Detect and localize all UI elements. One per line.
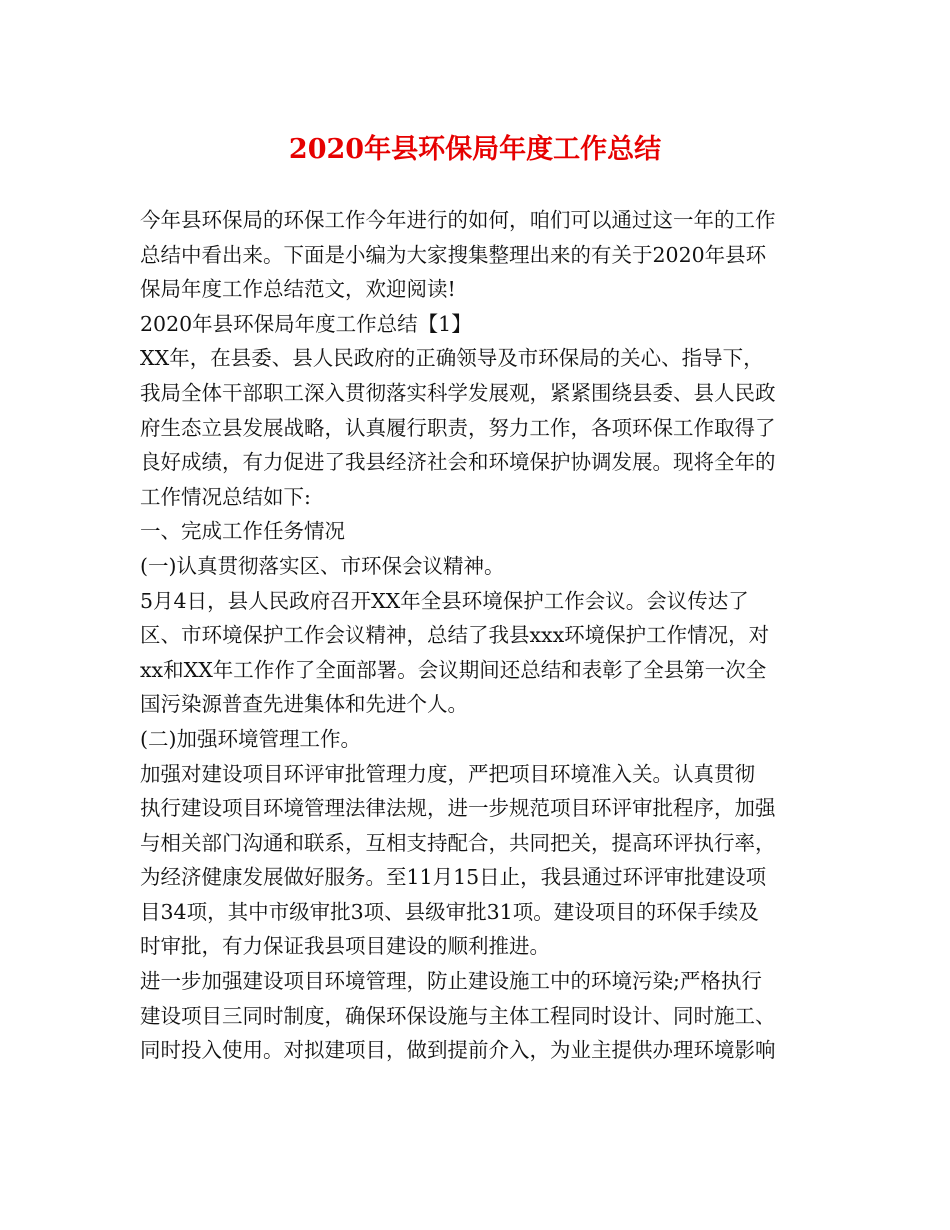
body-line: 加强对建设项目环评审批管理力度，严把项目环境准入关。认真贯彻 — [140, 761, 755, 786]
document-title: 2020年县环保局年度工作总结 — [288, 134, 662, 165]
body-line: 国污染源普查先进集体和先进个人。 — [140, 692, 468, 717]
body-line: 今年县环保局的环保工作今年进行的如何，咱们可以通过这一年的工作 — [140, 208, 776, 232]
body-line: 为经济健康发展做好服务。至11月15日止，我县通过环评审批建设项 — [140, 865, 767, 890]
body-line: 总结中看出来。下面是小编为大家搜集整理出来的有关于2020年县环 — [140, 242, 767, 267]
section-heading-line: 2020年县环保局年度工作总结【1】 — [140, 311, 472, 336]
body-line: 工作情况总结如下: — [140, 484, 311, 509]
body-line: 时审批，有力保证我县项目建设的顺利推进。 — [140, 934, 550, 959]
body-line: 府生态立县发展战略，认真履行职责，努力工作，各项环保工作取得了 — [140, 415, 776, 440]
document-body — [140, 203, 820, 1068]
body-line: 同时投入使用。对拟建项目，做到提前介入，为业主提供办理环境影响 — [140, 1038, 776, 1063]
body-line: 区、市环境保护工作会议精神，总结了我县xxx环境保护工作情况，对 — [140, 623, 770, 648]
body-line: 目34项，其中市级审批3项、县级审批31项。建设项目的环保手续及 — [140, 899, 759, 924]
body-line: 保局年度工作总结范文，欢迎阅读! — [140, 277, 456, 302]
body-line: 我局全体干部职工深入贯彻落实科学发展观，紧紧围绕县委、县人民政 — [140, 380, 776, 405]
body-line: XX年，在县委、县人民政府的正确领导及市环保局的关心、指导下， — [140, 346, 764, 371]
subsection-heading-line: (二)加强环境管理工作。 — [140, 726, 361, 751]
body-line: 建设项目三同时制度，确保环保设施与主体工程同时设计、同时施工、 — [140, 1003, 776, 1028]
body-line: 与相关部门沟通和联系，互相支持配合，共同把关，提高环评执行率， — [140, 830, 776, 855]
section-heading-line: 一、完成工作任务情况 — [140, 519, 345, 544]
body-line: 进一步加强建设项目环境管理，防止建设施工中的环境污染;严格执行 — [140, 969, 762, 994]
body-line: 良好成绩，有力促进了我县经济社会和环境保护协调发展。现将全年的 — [140, 450, 776, 475]
body-line: 5月4日，县人民政府召开XX年全县环境保护工作会议。会议传达了 — [140, 588, 749, 613]
body-line: xx和XX年工作作了全面部署。会议期间还总结和表彰了全县第一次全 — [140, 657, 767, 682]
subsection-heading-line: (一)认真贯彻落实区、市环保会议精神。 — [140, 553, 505, 578]
body-line: 执行建设项目环境管理法律法规，进一步规范项目环评审批程序，加强 — [140, 796, 776, 821]
